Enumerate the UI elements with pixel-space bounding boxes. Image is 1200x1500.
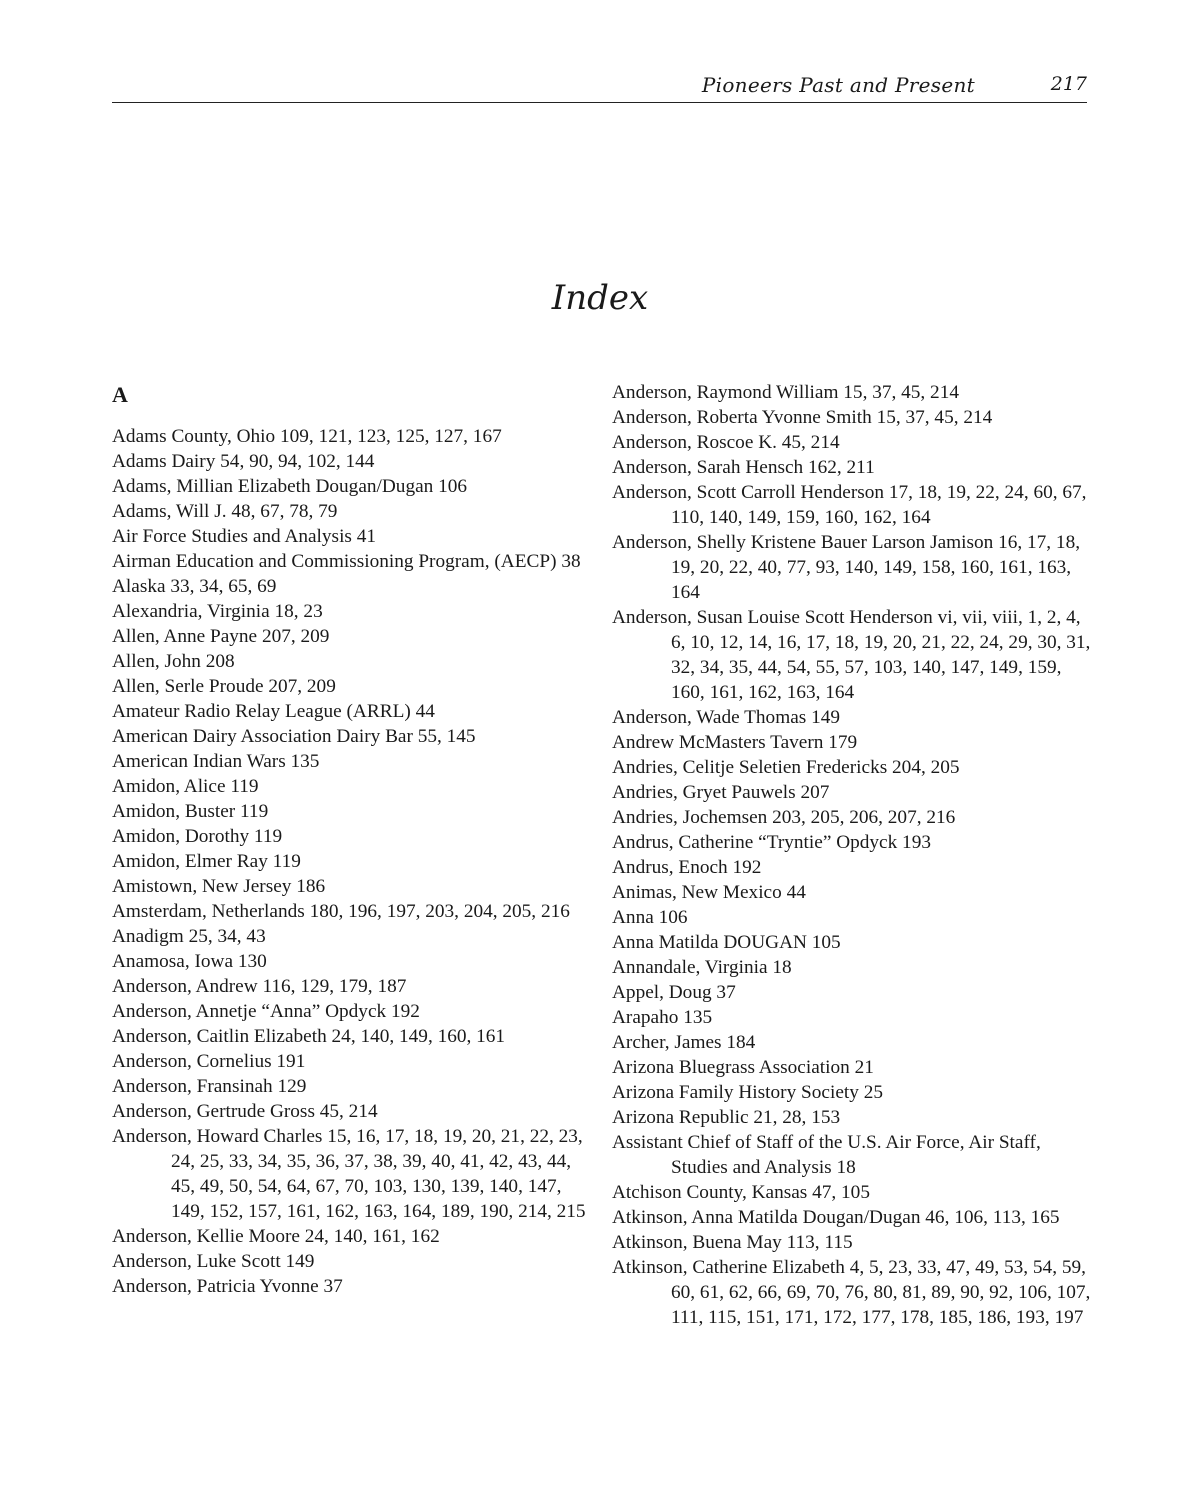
index-entry: Arizona Family History Society 25 xyxy=(612,1082,883,1103)
index-entry: Anna 106 xyxy=(612,907,688,928)
index-entry: Assistant Chief of Staff of the U.S. Air Force, Air Staff, Studies and Analysis 18 xyxy=(612,1132,1041,1178)
running-head xyxy=(112,70,1087,103)
index-entry: Anderson, Gertrude Gross 45, 214 xyxy=(112,1101,378,1122)
index-entry: American Dairy Association Dairy Bar 55, 145 xyxy=(112,726,476,747)
index-entry: Amateur Radio Relay League (ARRL) 44 xyxy=(112,701,435,722)
index-entry: Anna Matilda DOUGAN 105 xyxy=(612,932,841,953)
index-entry: Andrus, Catherine “Tryntie” Opdyck 193 xyxy=(612,832,931,853)
index-entry: Alaska 33, 34, 65, 69 xyxy=(112,576,277,597)
index-entry: Archer, James 184 xyxy=(612,1032,756,1053)
index-entry: Anderson, Susan Louise Scott Henderson vi, vii, viii, 1, 2, 4, 6, 10, 12, 14, 16, 17, 18, 19, 20, 21, 22, 24, 29, 30, 31, 32, 34, 35, 44, 54, 55, 57, 103, 140, 147, 149, 159, 160, 161, 162, 163, 164 xyxy=(612,607,1091,703)
section-letter: A xyxy=(112,382,128,407)
index-entry: Allen, Serle Proude 207, 209 xyxy=(112,676,336,697)
index-entry: Adams County, Ohio 109, 121, 123, 125, 127, 167 xyxy=(112,426,502,447)
index-entry: Anadigm 25, 34, 43 xyxy=(112,926,266,947)
index-entry: Anderson, Annetje “Anna” Opdyck 192 xyxy=(112,1001,420,1022)
index-entry: Allen, John 208 xyxy=(112,651,235,672)
index-entry: Amsterdam, Netherlands 180, 196, 197, 203, 204, 205, 216 xyxy=(112,901,570,922)
index-entry: Air Force Studies and Analysis 41 xyxy=(112,526,377,547)
index-entry: Anderson, Howard Charles 15, 16, 17, 18, 19, 20, 21, 22, 23, 24, 25, 33, 34, 35, 36, 37, 38, 39, 40, 41, 42, 43, 44, 45, 49, 50, 54, 64, 67, 70, 103, 130, 139, 140, 147, 149, 152, 157, 161, 162, 163, 164, 189, 190, 214, 215 xyxy=(112,1126,586,1222)
index-entry: Alexandria, Virginia 18, 23 xyxy=(112,601,323,622)
index-entry: American Indian Wars 135 xyxy=(112,751,320,772)
index-entry: Anderson, Roberta Yvonne Smith 15, 37, 45, 214 xyxy=(612,407,993,428)
index-entry: Amidon, Alice 119 xyxy=(112,776,259,797)
index-entry: Atkinson, Buena May 113, 115 xyxy=(612,1232,853,1253)
index-column-right xyxy=(612,380,1092,1330)
index-entry: Anderson, Kellie Moore 24, 140, 161, 162 xyxy=(112,1226,440,1247)
index-entry: Atchison County, Kansas 47, 105 xyxy=(612,1182,870,1203)
index-entry: Anderson, Shelly Kristene Bauer Larson Jamison 16, 17, 18, 19, 20, 22, 40, 77, 93, 140, 149, 158, 160, 161, 163, 164 xyxy=(612,532,1081,603)
index-entry: Atkinson, Catherine Elizabeth 4, 5, 23, 33, 47, 49, 53, 54, 59, 60, 61, 62, 66, 69, 70, 76, 80, 81, 89, 90, 92, 106, 107, 111, 115, 151, 171, 172, 177, 178, 185, 186, 193, 197 xyxy=(612,1257,1091,1328)
index-entry: Annandale, Virginia 18 xyxy=(612,957,792,978)
index-entry: Andries, Celitje Seletien Fredericks 204, 205 xyxy=(612,757,960,778)
index-entry: Andrew McMasters Tavern 179 xyxy=(612,732,858,753)
index-entry: Appel, Doug 37 xyxy=(612,982,736,1003)
index-entry: Anderson, Luke Scott 149 xyxy=(112,1251,315,1272)
index-entry: Adams, Millian Elizabeth Dougan/Dugan 106 xyxy=(112,476,468,497)
page-number: 217 xyxy=(1050,73,1087,95)
index-entry: Adams Dairy 54, 90, 94, 102, 144 xyxy=(112,451,375,472)
index-entry: Anderson, Patricia Yvonne 37 xyxy=(112,1276,343,1297)
index-entry: Animas, New Mexico 44 xyxy=(612,882,806,903)
index-entry: Anamosa, Iowa 130 xyxy=(112,951,267,972)
index-entry: Amidon, Dorothy 119 xyxy=(112,826,283,847)
index-entry: Arapaho 135 xyxy=(612,1007,713,1028)
index-entry: Adams, Will J. 48, 67, 78, 79 xyxy=(112,501,338,522)
index-entry: Anderson, Caitlin Elizabeth 24, 140, 149, 160, 161 xyxy=(112,1026,506,1047)
index-entry: Airman Education and Commissioning Program, (AECP) 38 xyxy=(112,551,581,572)
index-entry: Anderson, Sarah Hensch 162, 211 xyxy=(612,457,875,478)
index-column-left xyxy=(112,380,592,1299)
index-entry: Andries, Gryet Pauwels 207 xyxy=(612,782,830,803)
index-entry: Anderson, Fransinah 129 xyxy=(112,1076,307,1097)
index-entry: Anderson, Cornelius 191 xyxy=(112,1051,306,1072)
running-head-title: Pioneers Past and Present xyxy=(701,73,975,97)
index-entry: Amidon, Elmer Ray 119 xyxy=(112,851,301,872)
index-entry: Allen, Anne Payne 207, 209 xyxy=(112,626,330,647)
index-entry: Andries, Jochemsen 203, 205, 206, 207, 216 xyxy=(612,807,956,828)
index-entry: Amidon, Buster 119 xyxy=(112,801,269,822)
index-entry: Andrus, Enoch 192 xyxy=(612,857,762,878)
index-entry: Anderson, Wade Thomas 149 xyxy=(612,707,841,728)
index-entry: Anderson, Andrew 116, 129, 179, 187 xyxy=(112,976,407,997)
index-title: Index xyxy=(551,278,649,318)
index-entry: Anderson, Raymond William 15, 37, 45, 214 xyxy=(612,382,959,403)
index-entry: Amistown, New Jersey 186 xyxy=(112,876,326,897)
index-entry: Anderson, Roscoe K. 45, 214 xyxy=(612,432,840,453)
index-entry: Anderson, Scott Carroll Henderson 17, 18, 19, 22, 24, 60, 67, 110, 140, 149, 159, 160, 162, 164 xyxy=(612,482,1087,528)
index-entry: Arizona Republic 21, 28, 153 xyxy=(612,1107,841,1128)
index-entry: Arizona Bluegrass Association 21 xyxy=(612,1057,874,1078)
index-entry: Atkinson, Anna Matilda Dougan/Dugan 46, 106, 113, 165 xyxy=(612,1207,1060,1228)
